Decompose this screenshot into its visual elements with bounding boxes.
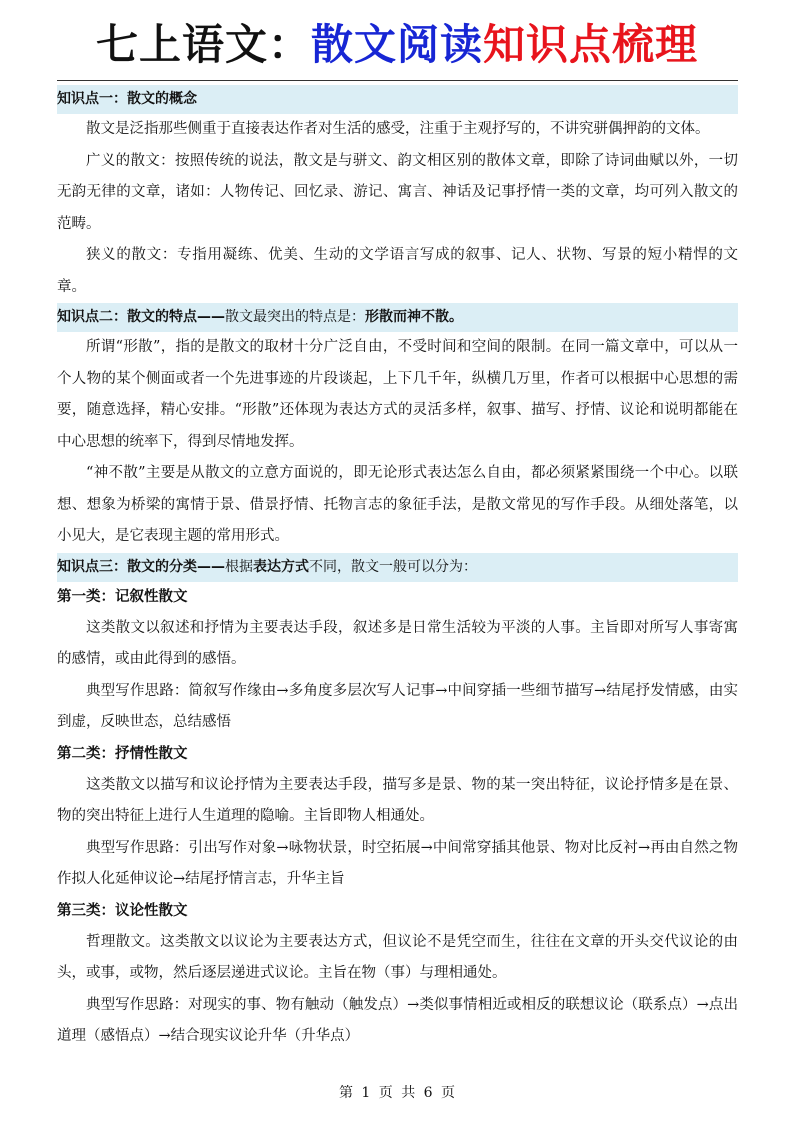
page-title — [0, 16, 794, 74]
paragraph: 这类散文以叙述和抒情为主要表达手段，叙述多是日常生活较为平淡的人事。主旨即对所写人事寄寓的感情，或由此得到的感悟。 — [57, 619, 738, 667]
page-footer: 第 1 页 共 6 页 — [338, 1085, 456, 1101]
category-title: 第三类：议论性散文 — [57, 902, 188, 919]
paragraph: 这类散文以描写和议论抒情为主要表达手段，描写多是景、物的某一突出特征，议论抒情多是在景、物的突出特征上进行人生道理的隐喻。主旨即物人相通处。 — [57, 776, 738, 824]
paragraph: 哲理散文。这类散文以议论为主要表达方式，但议论不是凭空而生，往往在文章的开头交代议论的由头，或事，或物，然后逐层递进式议论。主旨在物（事）与理相通处。 — [57, 933, 738, 981]
document-body — [57, 85, 738, 1053]
paragraph: “神不散”主要是从散文的立意方面说的，即无论形式表达怎么自由，都必须紧紧围绕一个中心。以联想、想象为桥梁的寓情于景、借景抒情、托物言志的象征手法，是散文常见的写作手段。从细处落笔，以小见大，是它表现主题的常用形式。 — [57, 465, 738, 544]
paragraph: 广义的散文：按照传统的说法，散文是与骈文、韵文相区别的散体文章，即除了诗词曲赋以外，一切无韵无律的文章，诸如：人物传记、回忆录、游记、寓言、神话及记事抒情一类的文章，均可列入散文的范畴。 — [57, 152, 738, 232]
paragraph: 狭义的散文：专指用凝练、优美、生动的文学语言写成的叙事、记人、状物、写景的短小精悍的文章。 — [57, 247, 738, 295]
paragraph: 散文是泛指那些侧重于直接表达作者对生活的感受，注重于主观抒写的，不讲究骈偶押韵的文体。 — [86, 121, 710, 137]
paragraph: 典型写作思路：对现实的事、物有触动（触发点）→类似事情相近或相反的联想议论（联系点）→点出道理（感悟点）→结合现实议论升华（升华点） — [57, 996, 738, 1044]
section-heading-3: 知识点三：散文的分类——根据表达方式不同，散文一般可以分为： — [57, 553, 738, 582]
title-part-black: 七上语文： — [95, 20, 311, 69]
section-heading-1: 知识点一：散文的概念 — [57, 85, 738, 114]
title-part-red: 知识点梳理 — [483, 20, 699, 69]
paragraph: 典型写作思路：简叙写作缘由→多角度多层次写人记事→中间穿插一些细节描写→结尾抒发情感，由实到虚，反映世态，总结感悟 — [57, 682, 738, 730]
category-title: 第一类：记叙性散文 — [57, 588, 188, 605]
paragraph: 典型写作思路：引出写作对象→咏物状景，时空拓展→中间常穿插其他景、物对比反衬→再由自然之物作拟人化延伸议论→结尾抒情言志，升华主旨 — [57, 839, 738, 887]
category-title: 第二类：抒情性散文 — [57, 745, 188, 762]
paragraph: 所谓“形散”，指的是散文的取材十分广泛自由，不受时间和空间的限制。在同一篇文章中，可以从一个人物的某个侧面或者一个先进事迹的片段谈起，上下几千年，纵横几万里，作者可以根据中心思想的需要，随意选择，精心安排。“形散”还体现为表达方式的灵活多样，叙事、描写、抒情、议论和说明都能在中心思想的统率下，得到尽情地发挥。 — [57, 339, 738, 450]
title-part-blue: 散文阅读 — [310, 20, 483, 69]
title-divider — [57, 80, 738, 81]
section-heading-2: 知识点二：散文的特点——散文最突出的特点是：形散而神不散。 — [57, 303, 738, 332]
